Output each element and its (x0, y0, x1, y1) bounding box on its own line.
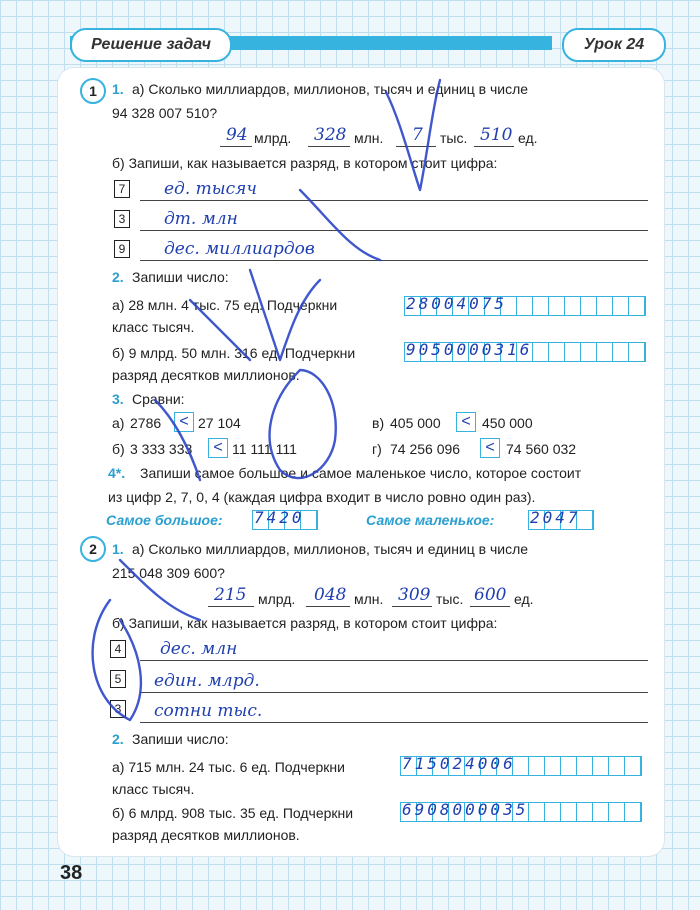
answer-mln: 048 (314, 585, 347, 605)
task-number: 4*. (108, 465, 126, 481)
smallest-number: 2047 (530, 508, 581, 527)
compare-sign: < (174, 412, 194, 432)
task-number: 1. (112, 541, 124, 557)
digit-box: 7 (114, 180, 130, 198)
digit-box: 5 (110, 670, 126, 688)
unit-ed: ед. (518, 130, 538, 146)
task-question: а) Сколько миллиардов, миллионов, тысяч и единиц в числе (132, 541, 529, 557)
written-number: 6908000035 (402, 800, 529, 819)
scribble-stroke (300, 190, 380, 260)
compare-label: а) (112, 415, 125, 431)
digit-rank-answer: сотни тыс. (154, 701, 263, 721)
scribble-stroke (270, 370, 336, 478)
task-b-text: б) 6 млрд. 908 тыс. 35 ед. Подчеркни (112, 805, 354, 821)
answer-ed: 600 (474, 585, 507, 605)
task-a-text: класс тысяч. (112, 781, 195, 797)
digit-box: 3 (114, 210, 130, 228)
compare-sign: < (208, 438, 228, 458)
unit-mln: млн. (354, 130, 384, 146)
compare-left: 405 000 (390, 415, 441, 431)
answer-mlrd: 94 (226, 125, 248, 145)
largest-label: Самое большое: (106, 512, 223, 528)
digit-rank-answer: един. млрд. (154, 671, 260, 691)
compare-left: 74 256 096 (390, 441, 461, 457)
section-number: 1 (80, 78, 106, 104)
compare-label: в) (372, 415, 385, 431)
compare-right: 74 560 032 (506, 441, 577, 457)
answer-ed: 510 (480, 125, 513, 145)
task-number: 2. (112, 731, 124, 747)
task-b-text: разряд десятков миллионов. (112, 827, 300, 843)
task-question: а) Сколько миллиардов, миллионов, тысяч и единиц в числе (132, 81, 529, 97)
unit-mlrd: млрд. (254, 130, 292, 146)
digit-box: 3 (110, 700, 126, 718)
scribble-stroke (93, 600, 141, 720)
task-number: 2. (112, 269, 124, 285)
unit-tys: тыс. (436, 591, 464, 607)
task-number: 3. (112, 391, 124, 407)
task-text: Запиши самое большое и самое маленькое число, которое состоит (140, 465, 582, 481)
scribble-stroke (155, 400, 200, 480)
unit-tys: тыс. (440, 130, 468, 146)
answer-mlrd: 215 (214, 585, 247, 605)
task-number-value: 94 328 007 510? (112, 105, 218, 121)
task-b-prompt: б) Запиши, как называется разряд, в котором стоит цифра: (112, 155, 498, 171)
task-b-prompt: б) Запиши, как называется разряд, в котором стоит цифра: (112, 615, 498, 631)
compare-right: 11 111 111 (232, 441, 297, 457)
unit-mln: млн. (354, 591, 384, 607)
task-text: из цифр 2, 7, 0, 4 (каждая цифра входит в число ровно один раз). (108, 489, 536, 505)
digit-rank-answer: дес. миллиардов (164, 239, 315, 259)
written-number: 9050000316 (406, 340, 533, 359)
topic-title: Решение задач (70, 28, 232, 62)
answer-tys: 7 (412, 125, 423, 145)
task-number-value: 215 048 309 600? (112, 565, 225, 581)
page-number: 38 (60, 862, 83, 884)
scribble-stroke (120, 560, 200, 620)
scribble-stroke (190, 300, 250, 360)
task-b-text: б) 9 млрд. 50 млн. 316 ед. Подчеркни (112, 345, 356, 361)
compare-sign: < (456, 412, 476, 432)
section-number: 2 (80, 536, 106, 562)
digit-rank-answer: дес. млн (160, 639, 238, 659)
digit-box: 4 (110, 640, 126, 658)
answer-mln: 328 (314, 125, 347, 145)
compare-label: г) (372, 441, 382, 457)
written-number: 28004075 (406, 294, 508, 313)
task-a-text: а) 28 млн. 4 тыс. 75 ед. Подчеркни (112, 297, 338, 313)
compare-left: 3 333 333 (130, 441, 193, 457)
written-number: 715024006 (402, 754, 516, 773)
task-prompt: Запиши число: (132, 269, 229, 285)
task-a-text: а) 715 млн. 24 тыс. 6 ед. Подчеркни (112, 759, 345, 775)
task-b-text: разряд десятков миллионов. (112, 367, 300, 383)
answer-tys: 309 (398, 585, 431, 605)
compare-left: 2786 (130, 415, 162, 431)
compare-sign: < (480, 438, 500, 458)
compare-label: б) (112, 441, 125, 457)
digit-box: 9 (114, 240, 130, 258)
digit-rank-answer: ед. тысяч (164, 179, 257, 199)
unit-ed: ед. (514, 591, 534, 607)
task-prompt: Сравни: (132, 391, 185, 407)
smallest-label: Самое маленькое: (366, 512, 495, 528)
scribble-stroke (386, 80, 440, 190)
scribble-stroke (250, 270, 320, 360)
largest-number: 7420 (254, 508, 305, 527)
digit-rank-answer: дт. млн (164, 209, 238, 229)
compare-right: 450 000 (482, 415, 533, 431)
task-prompt: Запиши число: (132, 731, 229, 747)
compare-right: 27 104 (198, 415, 241, 431)
unit-mlrd: млрд. (258, 591, 296, 607)
task-number: 1. (112, 81, 124, 97)
task-a-text: класс тысяч. (112, 319, 195, 335)
lesson-title: Урок 24 (562, 28, 666, 62)
